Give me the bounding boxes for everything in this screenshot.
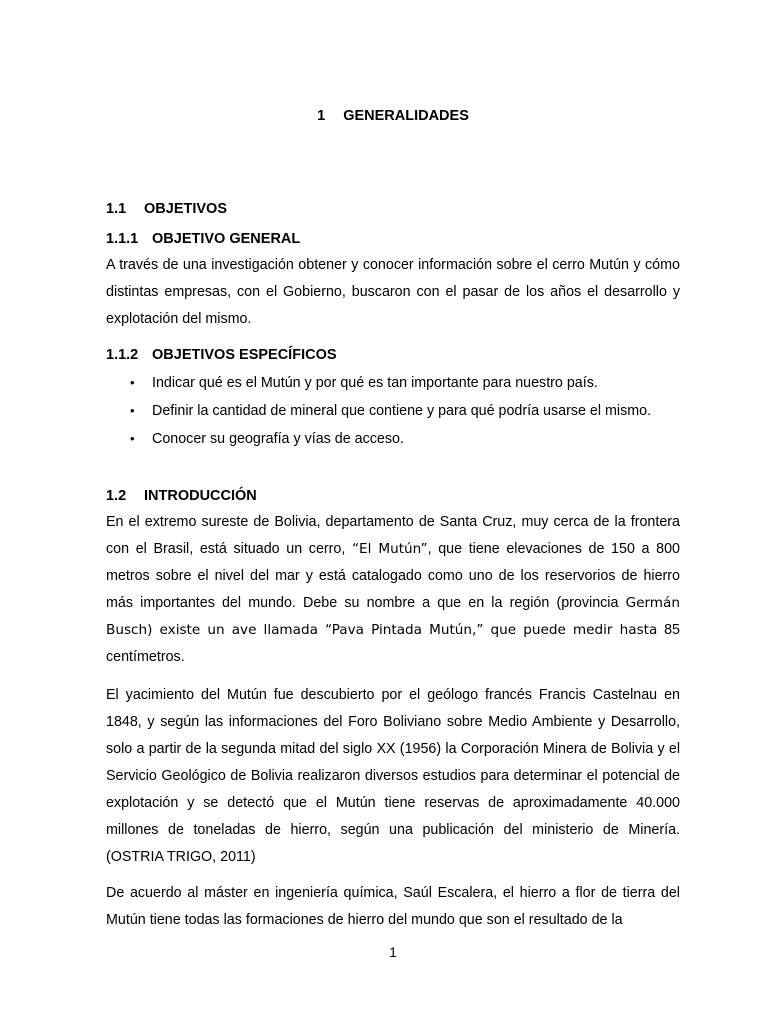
chapter-title: GENERALIDADES bbox=[343, 108, 469, 124]
list-item: • Indicar qué es el Mutún y por qué es tan importante para nuestro país. bbox=[106, 369, 680, 397]
bullet-icon: • bbox=[130, 375, 135, 390]
section-heading-objetivos bbox=[106, 199, 227, 219]
bullet-icon: • bbox=[130, 403, 135, 418]
section-title: OBJETIVOS bbox=[144, 201, 227, 217]
introduccion-paragraph-3: De acuerdo al máster en ingeniería química, Saúl Escalera, el hierro a flor de tierra del Mutún tiene todas las formaciones de hierro del mundo que son el resultado de la bbox=[106, 885, 680, 928]
introduccion-paragraph-2: El yacimiento del Mutún fue descubierto por el geólogo francés Francis Castelnau en 1848, y según las informaciones del Foro Boliviano sobre Medio Ambiente y Desarrollo, solo a partir de la segunda mitad del siglo XX (1956) la Corporación Minera de Bolivia y el Servicio Geológico de Bolivia realizaron diversos estudios para determinar el potencial de explotación y se detectó que el Mutún tiene reservas de aproximadamente 40.000 millones de toneladas de hierro, según una publicación del ministerio de Minería. (OSTRIA TRIGO, 2011) bbox=[106, 687, 680, 865]
bullet-icon: • bbox=[130, 431, 135, 446]
subsection-title: OBJETIVOS ESPECÍFICOS bbox=[152, 347, 337, 363]
subsection-number: 1.1.2 bbox=[106, 347, 139, 363]
subsection-heading-objetivo-general bbox=[106, 229, 300, 249]
quoted-name: “El Mutún” bbox=[351, 541, 428, 557]
chapter-number: 1 bbox=[317, 108, 326, 124]
chapter-heading bbox=[106, 106, 680, 126]
section-number: 1.1 bbox=[106, 201, 127, 217]
subsection-title: OBJETIVO GENERAL bbox=[152, 231, 301, 247]
section-heading-introduccion bbox=[106, 486, 257, 506]
list-item: • Definir la cantidad de mineral que contiene y para qué podría usarse el mismo. bbox=[106, 397, 680, 425]
list-item: • Conocer su geografía y vías de acceso. bbox=[106, 425, 680, 453]
subsection-number: 1.1.1 bbox=[106, 231, 139, 247]
objetivo-general-paragraph: A través de una investigación obtener y conocer información sobre el cerro Mutún y cómo distintas empresas, con el Gobierno, buscaron con el pasar de los años el desarrollo y explotación del mismo. bbox=[106, 257, 680, 327]
subsection-heading-objetivos-especificos bbox=[106, 345, 337, 365]
section-number: 1.2 bbox=[106, 488, 127, 504]
page-number: 1 bbox=[389, 944, 397, 960]
section-title: INTRODUCCIÓN bbox=[144, 488, 257, 504]
objetivos-especificos-list bbox=[106, 369, 680, 453]
document-page bbox=[106, 0, 680, 1024]
introduccion-paragraph-1: En el extremo sureste de Bolivia, departamento de Santa Cruz, muy cerca de la frontera con el Brasil, está situado un cerro, “El Mutún”, que tiene elevaciones de 150 a 800 metros sobre el nivel del mar y está catalogado como uno de los reservorios de hierro más importantes del mundo. Debe su nombre a que en la región (provincia Germán Busch) existe un ave llamada “Pava Pintada Mutún,” que puede medir hasta 85 centímetros. bbox=[106, 514, 680, 665]
